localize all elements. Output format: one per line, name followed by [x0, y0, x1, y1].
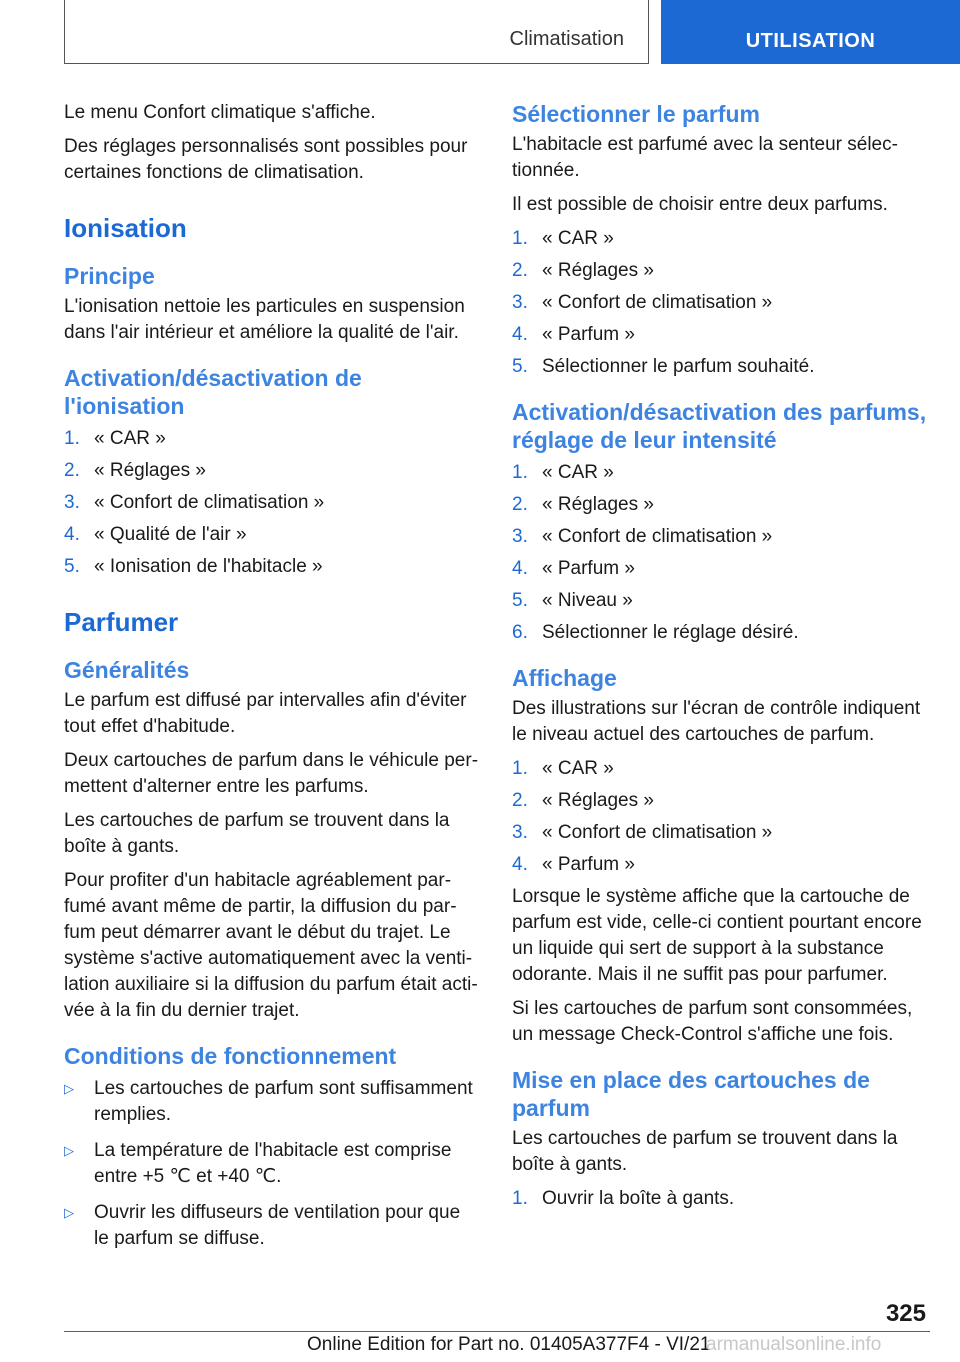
list-item: [64, 426, 479, 452]
activation-ionisation-steps: [64, 426, 479, 580]
principe-heading: Principe: [64, 263, 155, 289]
list-item: [64, 522, 479, 548]
triangle-bullet-icon: ▷: [64, 1143, 74, 1158]
step-number: 4.: [64, 524, 80, 545]
list-item: [512, 258, 927, 284]
list-item: [64, 458, 479, 484]
step-text: « Ionisation de l'habitacle »: [94, 556, 323, 577]
step-text: « Réglages »: [542, 494, 654, 515]
step-number: 2.: [64, 460, 80, 481]
step-number: 2.: [512, 790, 528, 811]
step-number: 3.: [64, 492, 80, 513]
step-number: 1.: [512, 758, 528, 779]
conditions-list: [64, 1076, 479, 1252]
step-number: 1.: [64, 428, 80, 449]
step-number: 6.: [512, 622, 528, 643]
step-text: « CAR »: [542, 462, 614, 483]
step-number: 3.: [512, 292, 528, 313]
affichage-steps: [512, 756, 927, 878]
step-number: 5.: [512, 356, 528, 377]
select-parfum-text-1: L'habitacle est parfumé avec la senteur sélectionnée.: [512, 134, 898, 181]
footer-divider: [64, 1331, 930, 1332]
step-text: « CAR »: [542, 228, 614, 249]
step-text: « Réglages »: [542, 260, 654, 281]
parfumer-heading: Parfumer: [64, 607, 179, 637]
step-text: « Réglages »: [94, 460, 206, 481]
header-chapter-tab[interactable]: UTILISATION: [661, 0, 960, 64]
generalites-text-3: Les cartouches de parfum se trouvent dans la boîte à gants.: [64, 810, 450, 857]
step-text: « Parfum »: [542, 558, 635, 579]
step-number: 5.: [64, 556, 80, 577]
mise-en-place-text: Les cartouches de parfum se trouvent dans la boîte à gants.: [512, 1128, 898, 1175]
step-text: « Niveau »: [542, 590, 633, 611]
step-text: « CAR »: [542, 758, 614, 779]
step-number: 2.: [512, 494, 528, 515]
left-column: [64, 100, 479, 1262]
list-item: [512, 1186, 927, 1212]
step-text: « Confort de climatisation »: [542, 526, 773, 547]
generalites-text-4: Pour profiter d'un habitacle agréablement parfumé avant même de partir, la diffusion du parfum peut démarrer avant le début du trajet. Le système s'active automatiquement avec la ventilation auxiliaire si la diffusion du parfum était activée à la fin du dernier trajet.: [64, 870, 478, 1021]
step-number: 5.: [512, 590, 528, 611]
edition-note: Online Edition for Part no. 01405A377F4 - VI/21: [307, 1334, 711, 1355]
step-number: 4.: [512, 324, 528, 345]
list-item: [64, 554, 479, 580]
conditions-heading: Conditions de fonctionnement: [64, 1043, 397, 1069]
ionisation-heading: Ionisation: [64, 213, 187, 243]
intensity-heading: Activation/désactivation des parfums, réglage de leur intensité: [512, 399, 927, 453]
step-text: « Parfum »: [542, 324, 635, 345]
step-text: Ouvrir la boîte à gants.: [542, 1188, 735, 1209]
triangle-bullet-icon: ▷: [64, 1081, 74, 1096]
condition-text: La température de l'habitacle est comprise entre +5 ℃ et +40 ℃.: [94, 1140, 452, 1187]
generalites-text-2: Deux cartouches de parfum dans le véhicule permettent d'alterner entre les parfums.: [64, 750, 479, 797]
step-number: 1.: [512, 228, 528, 249]
generalites-heading: Généralités: [64, 657, 190, 683]
step-number: 3.: [512, 822, 528, 843]
affichage-heading: Affichage: [512, 665, 617, 691]
list-item: [512, 620, 927, 646]
affichage-text-1: Des illustrations sur l'écran de contrôle indiquent le niveau actuel des cartouches de parfum.: [512, 698, 921, 745]
affichage-text-3: Si les cartouches de parfum sont consommées, un message Check-Control s'affiche une fois.: [512, 998, 913, 1045]
list-item: [512, 756, 927, 782]
list-item: [64, 1076, 479, 1128]
step-number: 1.: [512, 1188, 528, 1209]
step-text: « Réglages »: [542, 790, 654, 811]
affichage-text-2: Lorsque le système affiche que la cartouche de parfum est vide, celle-ci contient pourtant encore un liquide qui sert de support à la substance odorante. Mais il ne suffit pas pour parfumer.: [512, 886, 922, 985]
step-text: « Confort de climatisation »: [542, 822, 773, 843]
intensity-steps: [512, 460, 927, 646]
step-number: 2.: [512, 260, 528, 281]
step-text: « CAR »: [94, 428, 166, 449]
list-item: [512, 588, 927, 614]
step-text: « Parfum »: [542, 854, 635, 875]
select-parfum-heading: Sélectionner le parfum: [512, 101, 760, 127]
list-item: [64, 490, 479, 516]
select-parfum-text-2: Il est possible de choisir entre deux parfums.: [512, 194, 888, 215]
step-number: 1.: [512, 462, 528, 483]
intro-text-1: Le menu Confort climatique s'affiche.: [64, 102, 376, 123]
list-item: [512, 460, 927, 486]
list-item: [512, 788, 927, 814]
list-item: [512, 492, 927, 518]
intro-text-2: Des réglages personnalisés sont possibles pour certaines fonctions de climatisation.: [64, 136, 468, 183]
step-number: 4.: [512, 854, 528, 875]
principe-text: L'ionisation nettoie les particules en suspension dans l'air intérieur et améliore la qualité de l'air.: [64, 296, 465, 343]
triangle-bullet-icon: ▷: [64, 1205, 74, 1220]
right-column: [512, 100, 927, 1218]
condition-text: Ouvrir les diffuseurs de ventilation pour que le parfum se diffuse.: [94, 1202, 461, 1249]
mise-en-place-heading: Mise en place des cartouches de parfum: [512, 1067, 870, 1121]
watermark: armanualsonline.info: [706, 1334, 882, 1355]
list-item: [512, 322, 927, 348]
list-item: [512, 354, 927, 380]
step-text: « Confort de climatisation »: [94, 492, 325, 513]
list-item: [64, 1200, 479, 1252]
activation-ionisation-heading: Activation/désactivation de l'ionisation: [64, 365, 362, 419]
list-item: [512, 852, 927, 878]
step-number: 3.: [512, 526, 528, 547]
condition-text: Les cartouches de parfum sont suffisamment remplies.: [94, 1078, 473, 1125]
list-item: [64, 1138, 479, 1190]
page-number: 325: [885, 1300, 926, 1327]
list-item: [512, 524, 927, 550]
step-text: Sélectionner le parfum souhaité.: [542, 356, 815, 377]
list-item: [512, 556, 927, 582]
header-section-box: [64, 0, 649, 64]
step-text: « Confort de climatisation »: [542, 292, 773, 313]
list-item: [512, 226, 927, 252]
select-parfum-steps: [512, 226, 927, 380]
list-item: [512, 290, 927, 316]
mise-en-place-steps: [512, 1186, 927, 1212]
step-text: Sélectionner le réglage désiré.: [542, 622, 799, 643]
step-text: « Qualité de l'air »: [94, 524, 247, 545]
step-number: 4.: [512, 558, 528, 579]
list-item: [512, 820, 927, 846]
header-section-title: Climatisation: [509, 28, 624, 50]
generalites-text-1: Le parfum est diffusé par intervalles afin d'éviter tout effet d'habitude.: [64, 690, 467, 737]
